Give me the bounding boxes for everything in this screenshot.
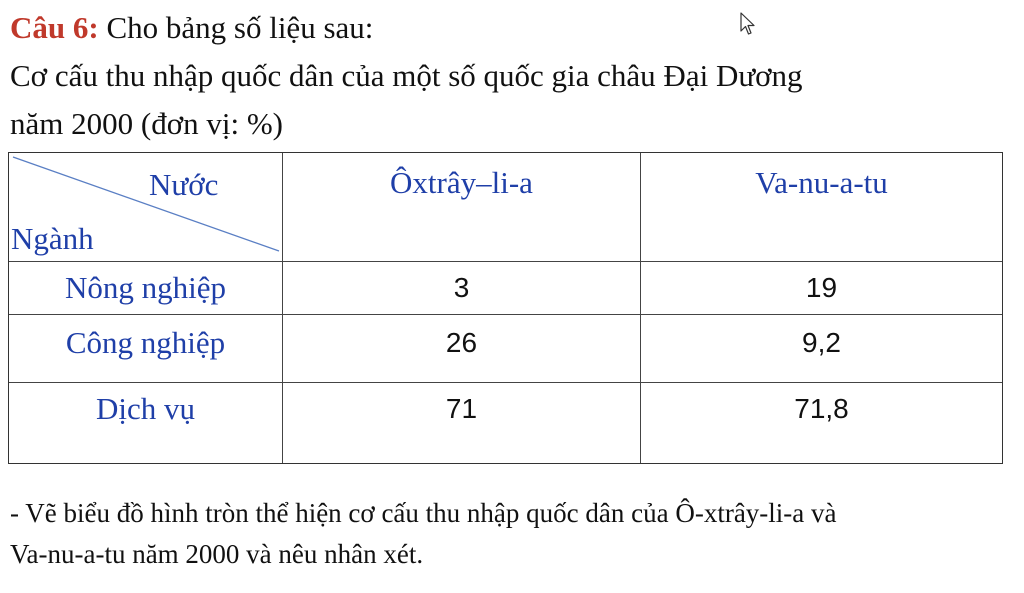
- mouse-pointer-icon: [740, 12, 756, 36]
- table-cell: 9,2: [802, 327, 841, 358]
- data-table: [8, 152, 1003, 464]
- table-cell: 19: [805, 272, 838, 303]
- question-label: Câu 6:: [10, 10, 99, 45]
- row-label-industry: Công nghiệp: [65, 325, 226, 360]
- table-cell: 71,8: [794, 393, 849, 424]
- column-header-vanuatu: Va-nu-a-tu: [755, 165, 888, 200]
- task-line1: - Vẽ biểu đồ hình tròn thể hiện cơ cấu thu nhập quốc dân của Ô-xtrây-li-a và: [10, 498, 837, 528]
- corner-header-sector: Ngành: [11, 221, 94, 256]
- table-title-line1: Cơ cấu thu nhập quốc dân của một số quốc gia châu Đại Dương: [10, 58, 803, 93]
- row-label-agriculture: Nông nghiệp: [64, 270, 226, 305]
- table-cell: 3: [453, 272, 470, 303]
- table-cell: 26: [445, 327, 478, 358]
- question-heading: [10, 10, 373, 46]
- column-header-australia: Ôxtrây–li-a: [390, 165, 533, 200]
- table-cell: 71: [445, 393, 478, 424]
- table-title-line2: năm 2000 (đơn vị: %): [10, 106, 283, 141]
- row-label-services: Dịch vụ: [95, 391, 195, 426]
- question-intro: Cho bảng số liệu sau:: [98, 10, 374, 45]
- corner-header-country: Nước: [149, 167, 219, 202]
- task-line2: Va-nu-a-tu năm 2000 và nêu nhân xét.: [10, 539, 424, 569]
